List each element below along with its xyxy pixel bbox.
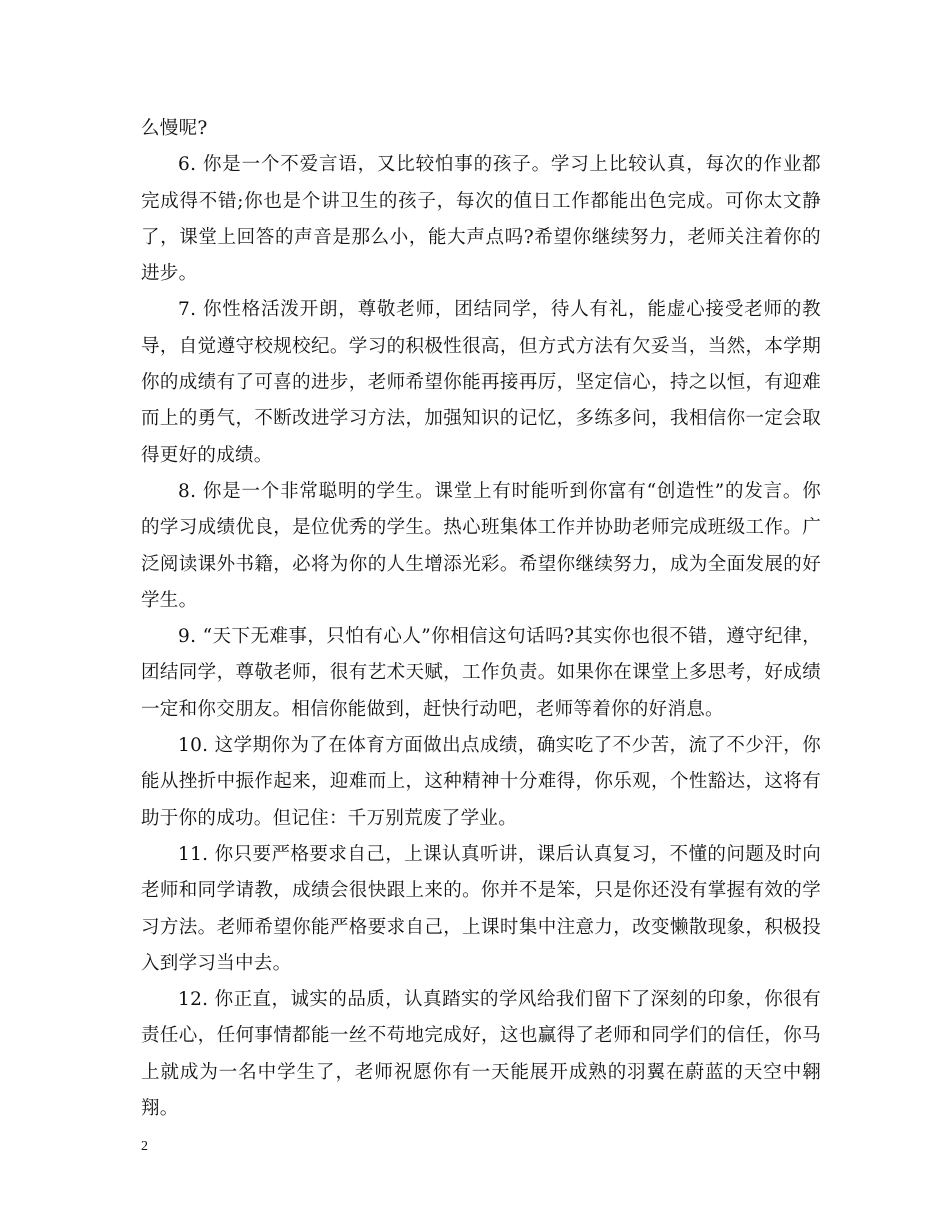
document-body <box>141 111 821 1127</box>
paragraph-comment-7: 7. 你性格活泼开朗，尊敬老师，团结同学，待人有礼，能虚心接受老师的教导，自觉遵守校规校纪。学习的积极性很高，但方式方法有欠妥当，当然，本学期你的成绩有了可喜的进步，老师希望你能再接再厉，坚定信心，持之以恒，有迎难而上的勇气，不断改进学习方法，加强知识的记忆，多练多问，我相信你一定会取得更好的成绩。 <box>141 299 821 466</box>
paragraph-continuation: 么慢呢? <box>141 118 208 139</box>
paragraph-comment-6: 6. 你是一个不爱言语，又比较怕事的孩子。学习上比较认真，每次的作业都完成得不错;你也是个讲卫生的孩子，每次的值日工作都能出色完成。可你太文静了，课堂上回答的声音是那么小，能大声点吗?希望你继续努力，老师关注着你的进步。 <box>141 154 821 285</box>
paragraph-comment-8: 8. 你是一个非常聪明的学生。课堂上有时能听到你富有“创造性”的发言。你的学习成绩优良，是位优秀的学生。热心班集体工作并协助老师完成班级工作。广泛阅读课外书籍，必将为你的人生增添光彩。希望你继续努力，成为全面发展的好学生。 <box>141 480 821 611</box>
paragraph-comment-11: 11. 你只要严格要求自己，上课认真听讲，课后认真复习，不懂的问题及时向老师和同学请教，成绩会很快跟上来的。你并不是笨，只是你还没有掌握有效的学习方法。老师希望你能严格要求自己，上课时集中注意力，改变懒散现象，积极投入到学习当中去。 <box>141 843 821 974</box>
page-number: 2 <box>141 1139 148 1154</box>
paragraph-comment-12: 12. 你正直，诚实的品质，认真踏实的学风给我们留下了深刻的印象，你很有责任心，任何事情都能一丝不苟地完成好，这也赢得了老师和同学们的信任，你马上就成为一名中学生了，老师祝愿你有一天能展开成熟的羽翼在蔚蓝的天空中翱翔。 <box>141 989 821 1120</box>
paragraph-comment-9: 9. “天下无难事，只怕有心人”你相信这句话吗?其实你也很不错，遵守纪律，团结同学，尊敬老师，很有艺术天赋，工作负责。如果你在课堂上多思考，好成绩一定和你交朋友。相信你能做到，赶快行动吧，老师等着你的好消息。 <box>141 626 821 720</box>
paragraph-comment-10: 10. 这学期你为了在体育方面做出点成绩，确实吃了不少苦，流了不少汗，你能从挫折中振作起来，迎难而上，这种精神十分难得，你乐观，个性豁达，这将有助于你的成功。但记住：千万别荒废了学业。 <box>141 735 821 829</box>
